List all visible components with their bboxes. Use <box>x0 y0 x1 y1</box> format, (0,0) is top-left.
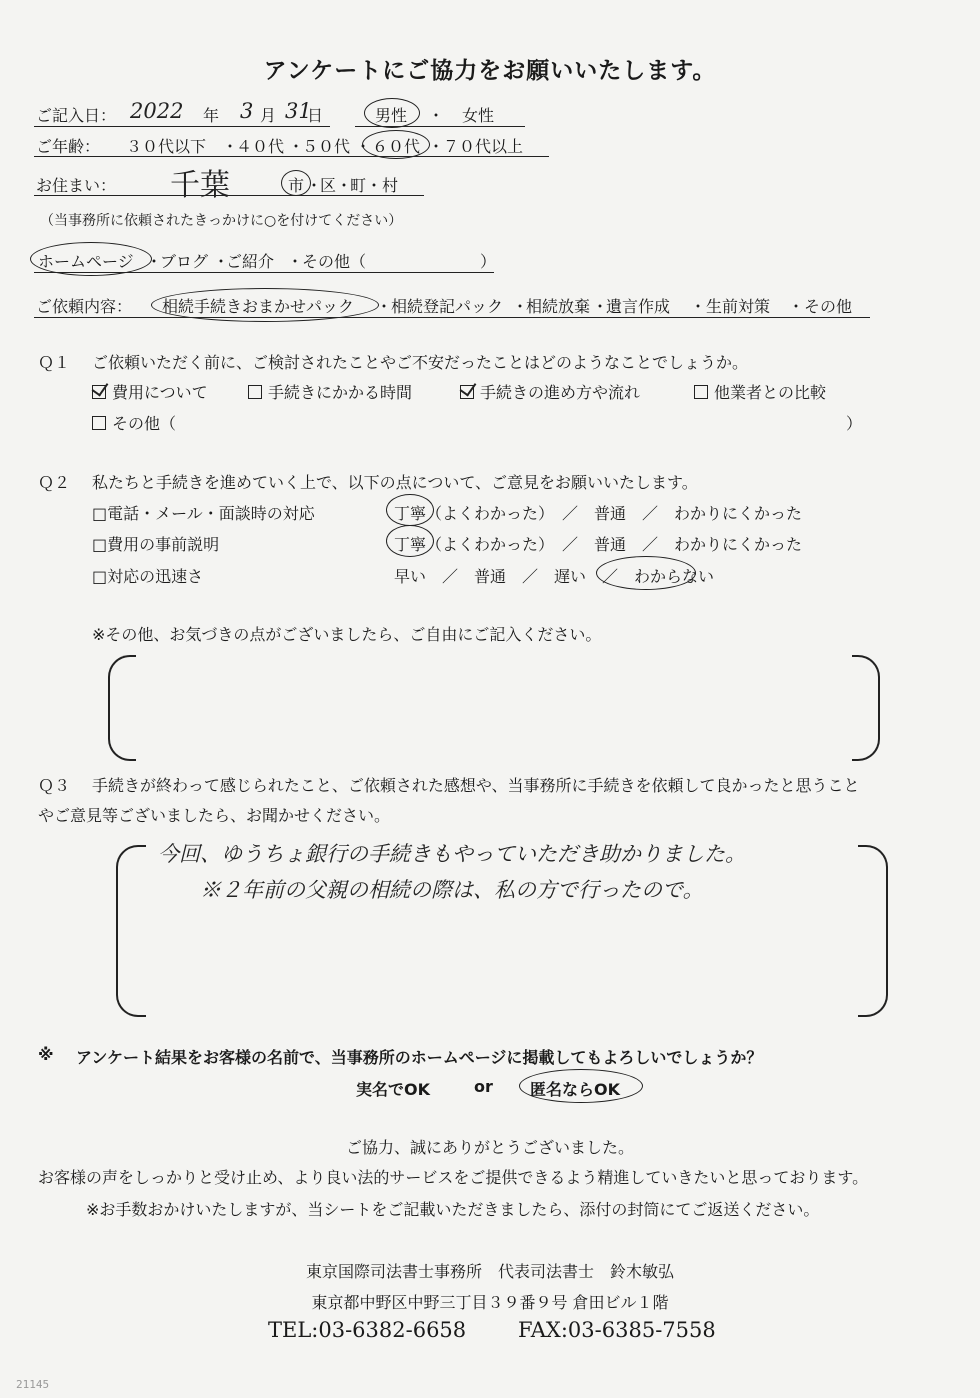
q2-row-answer[interactable]: 丁寧（よくわかった） ／ 普通 ／ わかりにくかった <box>394 504 803 523</box>
q2-number: Ｑ２ <box>38 473 71 492</box>
age-label: ご年齢： <box>36 137 101 156</box>
gender-male[interactable]: 男性 <box>375 106 408 125</box>
residence-option-ward[interactable]: 区 <box>320 176 337 195</box>
age-sep: ・ <box>288 137 305 156</box>
q1-option-time[interactable] <box>248 380 412 403</box>
gender-selected-circle <box>364 98 420 128</box>
residence-sep: ・ <box>366 176 383 195</box>
office-address: 東京都中野区中野三丁目３９番９号 倉田ビル１階 <box>311 1293 669 1312</box>
trigger-other-close: ） <box>480 252 497 271</box>
trigger-option-homepage[interactable]: ホームページ <box>38 252 134 271</box>
gender-sep: ・ <box>428 106 445 125</box>
publish-or: or <box>474 1077 493 1096</box>
request-sep: ・ <box>592 297 609 316</box>
q3-question-line1: 手続きが終わって感じられたこと、ご依頼された感想や、当事務所に手続きを依頼して良かったと思うこと <box>92 776 860 795</box>
q1-question: ご依頼いただく前に、ご検討されたことやご不安だったことはどのようなことでしょうか。 <box>92 353 749 372</box>
q1-number: Ｑ１ <box>38 353 71 372</box>
q1-option-other[interactable] <box>92 411 176 434</box>
q2-free-text-area[interactable] <box>140 660 840 752</box>
request-underline <box>34 317 870 318</box>
thanks-text: ご協力、誠にありがとうございました。 <box>345 1138 634 1157</box>
trigger-sep: ・ <box>213 252 230 271</box>
entry-year: 2022 <box>130 99 184 123</box>
gender-female[interactable]: 女性 <box>462 106 495 125</box>
q3-answer-line1: 今回、ゆうちょ銀行の手続きもやっていただき助かりました。 <box>158 842 746 866</box>
closing-text-2: ※お手数おかけいたしますが、当シートをご記載いただきましたら、添付の封筒にてご返送ください。 <box>86 1200 820 1219</box>
age-sep: ・ <box>222 137 239 156</box>
q3-question-line2: やご意見等ございましたら、お聞かせください。 <box>38 806 391 825</box>
age-option-50s[interactable]: ５０代 <box>302 137 351 156</box>
residence-option-village[interactable]: 村 <box>382 176 399 195</box>
q2-row-answer[interactable]: 早い ／ 普通 ／ 遅い ／ わからない <box>394 567 715 586</box>
request-sep: ・ <box>690 297 707 316</box>
q2-free-box-right-bracket <box>852 655 880 761</box>
office-name: 東京国際司法書士事務所 代表司法書士 鈴木敏弘 <box>305 1262 674 1281</box>
publish-option-anonymous[interactable]: 匿名ならOK <box>530 1080 621 1099</box>
trigger-selected-circle <box>30 242 152 276</box>
request-option-registration[interactable]: 相続登記パック <box>391 297 504 316</box>
age-underline <box>34 156 549 157</box>
trigger-sep: ・ <box>146 252 163 271</box>
age-sep: ・ <box>428 137 445 156</box>
q1-option-label: 手続きの進め方や流れ <box>480 383 641 402</box>
office-fax: FAX:03-6385-7558 <box>518 1318 716 1342</box>
q3-box-right-bracket <box>858 845 888 1017</box>
q2-row-answer[interactable]: 丁寧（よくわかった） ／ 普通 ／ わかりにくかった <box>394 535 803 554</box>
residence-label: お住まい： <box>36 176 117 195</box>
corner-note: 21145 <box>16 1378 50 1391</box>
trigger-note: （当事務所に依頼されたきっかけに○を付けてください） <box>40 213 403 229</box>
residence-sep: ・ <box>306 176 323 195</box>
q3-answer-line2: ※２年前の父親の相続の際は、私の方で行ったので。 <box>200 878 704 902</box>
checkbox-icon[interactable] <box>694 385 708 399</box>
gender-underline <box>355 126 525 127</box>
request-option-renunciation[interactable]: 相続放棄 <box>526 297 591 316</box>
request-label: ご依頼内容： <box>36 297 133 316</box>
checkbox-icon[interactable] <box>92 416 106 430</box>
age-option-60s[interactable]: ６０代 <box>372 137 421 156</box>
q2-row1-selected-circle <box>386 494 434 526</box>
trigger-underline <box>34 272 494 273</box>
q3-box-left-bracket <box>116 845 146 1017</box>
entry-year-unit: 年 <box>203 106 220 125</box>
q1-option-label: その他（ <box>112 414 177 433</box>
trigger-option-other[interactable]: その他（ <box>302 252 367 271</box>
entry-day-unit: 日 <box>307 106 324 125</box>
request-option-will[interactable]: 遺言作成 <box>606 297 671 316</box>
request-sep: ・ <box>788 297 805 316</box>
q2-row3-selected-circle <box>596 556 696 590</box>
survey-title: アンケートにご協力をお願いいたします。 <box>263 58 717 84</box>
entry-date-label: ご記入日： <box>36 106 117 125</box>
publish-mark: ※ <box>38 1045 54 1064</box>
request-option-other[interactable]: その他 <box>804 297 853 316</box>
q3-number: Ｑ３ <box>38 776 71 795</box>
request-sep: ・ <box>376 297 393 316</box>
request-sep: ・ <box>512 297 529 316</box>
age-sep: ・ <box>355 137 372 156</box>
checkbox-checked-icon[interactable] <box>92 385 106 399</box>
q2-question: 私たちと手続きを進めていく上で、以下の点について、ご意見をお願いいたします。 <box>92 473 698 492</box>
q2-row2-selected-circle <box>386 525 434 557</box>
entry-day: 31 <box>285 99 312 123</box>
q2-free-box-left-bracket <box>108 655 136 761</box>
residence-option-city[interactable]: 市 <box>288 176 305 195</box>
trigger-option-blog[interactable]: ブログ <box>160 252 209 271</box>
q1-option-cost[interactable] <box>92 380 208 403</box>
q2-free-note: ※その他、お気づきの点がございましたら、ご自由にご記入ください。 <box>92 625 602 644</box>
q1-option-label: 手続きにかかる時間 <box>268 383 413 402</box>
age-option-70s[interactable]: ７０代以上 <box>443 137 524 156</box>
entry-month-unit: 月 <box>260 106 277 125</box>
age-selected-circle <box>362 130 430 159</box>
residence-value: 千葉 <box>170 168 230 203</box>
entry-month: 3 <box>240 99 254 123</box>
age-option-40s[interactable]: ４０代 <box>236 137 285 156</box>
checkbox-checked-icon[interactable] <box>460 385 474 399</box>
checkbox-icon[interactable] <box>248 385 262 399</box>
q1-option-process[interactable] <box>460 380 640 403</box>
q1-option-label: 他業者との比較 <box>714 383 827 402</box>
office-tel: TEL:03-6382-6658 <box>268 1318 467 1342</box>
q1-option-compare[interactable] <box>694 380 826 403</box>
publish-question: アンケート結果をお客様の名前で、当事務所のホームページに掲載してもよろしいでしょうか？ <box>76 1048 763 1067</box>
q1-option-label: 費用について <box>112 383 208 402</box>
closing-text-1: お客様の声をしっかりと受け止め、より良い法的サービスをご提供できるよう精進していきたいと思っております。 <box>38 1168 869 1187</box>
residence-sep: ・ <box>336 176 353 195</box>
publish-selected-circle <box>519 1069 643 1103</box>
entry-date-underline <box>34 126 330 127</box>
q2-row-label: □電話・メール・面談時の対応 <box>92 504 315 523</box>
request-option-pre-death[interactable]: 生前対策 <box>706 297 771 316</box>
residence-underline <box>34 195 424 196</box>
request-option-omakase[interactable]: 相続手続きおまかせパック <box>162 297 355 316</box>
q1-other-close: ） <box>846 414 863 433</box>
q2-row-label: □費用の事前説明 <box>92 535 220 554</box>
trigger-option-referral[interactable]: ご紹介 <box>226 252 275 271</box>
age-option-30s[interactable]: ３０代以下 <box>126 137 207 156</box>
q2-row-label: □対応の迅速さ <box>92 567 204 586</box>
publish-option-real-name[interactable]: 実名でOK <box>356 1080 431 1099</box>
residence-option-town[interactable]: 町 <box>350 176 367 195</box>
trigger-sep: ・ <box>287 252 304 271</box>
